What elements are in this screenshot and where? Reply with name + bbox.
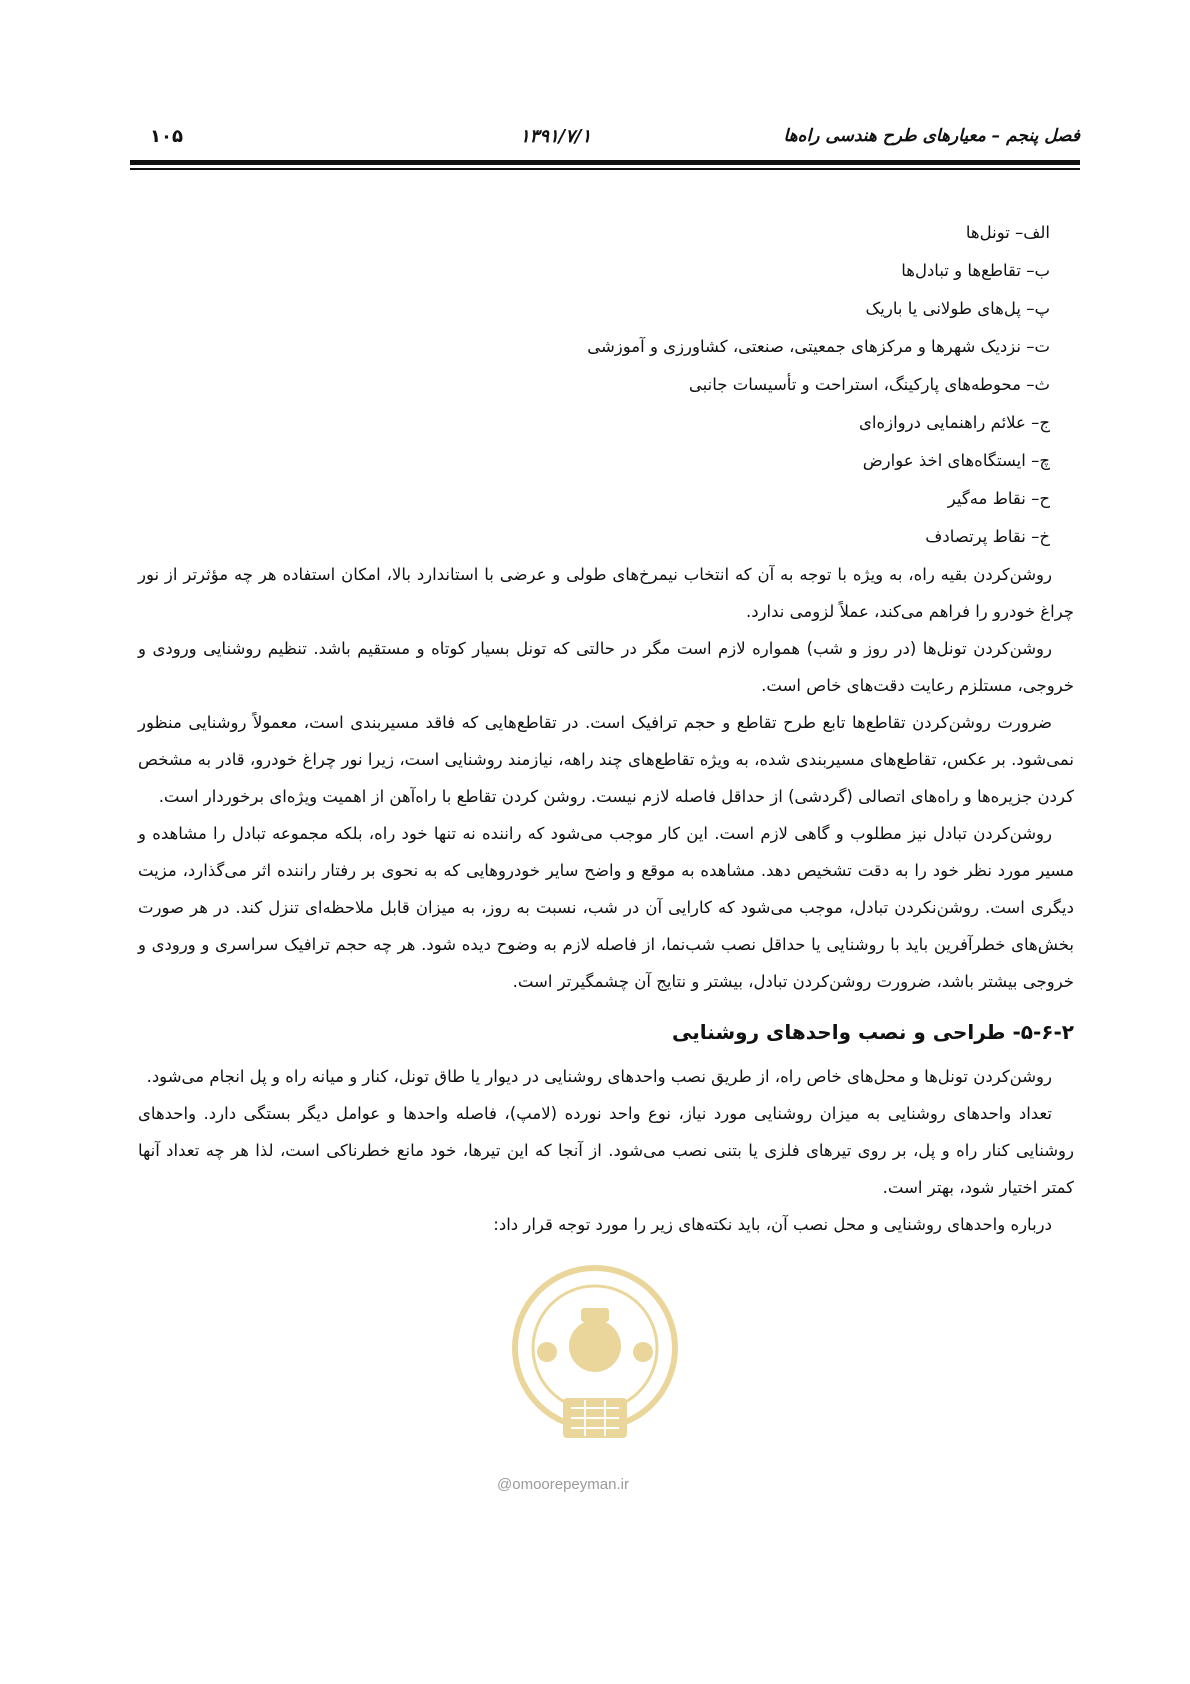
list-item: خ– نقاط پرتصادف — [925, 527, 1050, 546]
header-date: ۱۳۹۱/۷/۱ — [520, 126, 592, 147]
list-item: ح– نقاط مه‌گیر — [947, 489, 1050, 508]
header-rule-thick — [130, 160, 1080, 165]
paragraph: روشن‌کردن تونل‌ها (در روز و شب) همواره لازم است مگر در حالتی که تونل بسیار کوتاه و مستقیم باشد. تنظیم روشنایی ورودی و خروجی، مستلزم رعایت دقت‌های خاص است. — [138, 639, 1074, 695]
header-rule-thin — [130, 168, 1080, 170]
list-item: الف– تونل‌ها — [965, 223, 1050, 242]
list-item: ت– نزدیک شهرها و مرکزهای جمعیتی، صنعتی، کشاورزی و آموزشی — [587, 337, 1050, 356]
page-header — [130, 126, 1080, 156]
section-heading: ۵-۶-۲- طراحی و نصب واحدهای روشنایی — [672, 1020, 1074, 1044]
list-item: پ– پل‌های طولانی یا باریک — [865, 299, 1050, 318]
paragraph: روشن‌کردن بقیه راه، به ویژه با توجه به آن که انتخاب نیمرخ‌های طولی و عرضی با استاندارد بالا، امکان استفاده هر چه مؤثرتر از نور چراغ خودرو را فراهم می‌کند، عملاً لزومی ندارد. — [138, 565, 1074, 621]
list-item: ث– محوطه‌های پارکینگ، استراحت و تأسیسات جانبی — [688, 375, 1050, 394]
chapter-title: فصل پنجم – معیارهای طرح هندسی راه‌ها — [783, 126, 1080, 146]
paragraph: روشن‌کردن تبادل نیز مطلوب و گاهی لازم است. این کار موجب می‌شود که راننده نه تنها خود راه، بلکه مجموعه تبادل را مشاهده و مسیر مورد نظر خود را به دقت تشخیص دهد. مشاهده به موقع و واضح سایر خودروهایی که به نحوی بر رفتار راننده اثر می‌گذارد، مزیت دیگری است. روشن‌نکردن تبادل، موجب می‌شود که کارایی آن در شب، نسبت به روز، به میزان قابل ملاحظه‌ای تنزل کند. در هر صورت بخش‌های خطرآفرین باید با روشنایی یا حداقل نصب شب‌نما، از فاصله لازم به وضوح دیده شود. هر چه حجم ترافیک سراسری و ورودی و خروجی بیشتر باشد، ضرورت روشن‌کردن تبادل، بیشتر و نتایج آن چشمگیرتر است. — [138, 824, 1074, 991]
page-number: ۱۰۵ — [150, 126, 183, 147]
watermark-text: @omoorepeyman.ir — [497, 1476, 629, 1493]
list-item: ج– علائم راهنمایی دروازه‌ای — [858, 413, 1050, 432]
watermark-seal-icon — [485, 1248, 705, 1468]
list-item: ب– تقاطع‌ها و تبادل‌ها — [901, 261, 1050, 280]
page-body — [138, 214, 1074, 1243]
location-list — [138, 214, 1074, 556]
list-item: چ– ایستگاه‌های اخذ عوارض — [862, 451, 1050, 470]
paragraph: درباره واحدهای روشنایی و محل نصب آن، باید نکته‌های زیر را مورد توجه قرار داد: — [493, 1215, 1052, 1234]
paragraph: تعداد واحدهای روشنایی به میزان روشنایی مورد نیاز، نوع واحد نورده (لامپ)، فاصله واحدها و عوامل دیگر بستگی دارد. واحدهای روشنایی کنار راه و پل، بر روی تیرهای فلزی یا بتنی نصب می‌شود. از آنجا که این تیرها، خود مانع خطرناکی است، لذا هر چه تعداد آنها کمتر اختیار شود، بهتر است. — [138, 1104, 1074, 1197]
paragraph: ضرورت روشن‌کردن تقاطع‌ها تابع طرح تقاطع و حجم ترافیک است. در تقاطع‌هایی که فاقد مسیربندی است، معمولاً روشنایی منظور نمی‌شود. بر عکس، تقاطع‌های مسیربندی شده، به ویژه تقاطع‌های چند راهه، نیازمند روشنایی است، زیرا نور چراغ خودرو، قادر به مشخص کردن جزیره‌ها و راه‌های اتصالی (گردشی) از حداقل فاصله لازم نیست. روشن کردن تقاطع با راه‌آهن از اهمیت ویژه‌ای برخوردار است. — [138, 713, 1074, 806]
paragraph: روشن‌کردن تونل‌ها و محل‌های خاص راه، از طریق نصب واحدهای روشنایی در دیوار یا طاق تونل، کنار و میانه راه و پل انجام می‌شود. — [146, 1067, 1052, 1086]
